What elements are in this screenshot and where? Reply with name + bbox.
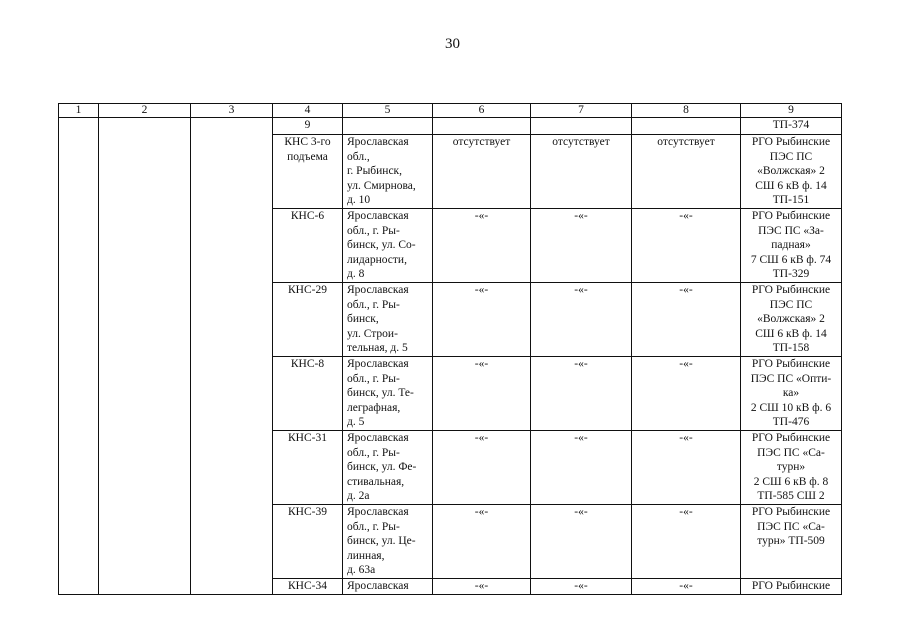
address-line: д. 5 <box>347 416 365 429</box>
power-supply <box>741 505 842 579</box>
address-line: обл., г. Ры- <box>347 298 400 311</box>
empty-cell-col1 <box>59 118 99 595</box>
object-name-line: КНС-34 <box>288 580 327 592</box>
col7-value: отсутствует <box>531 135 632 209</box>
power-supply-line: ТП-329 <box>772 268 810 281</box>
continuation-col4: 9 <box>273 118 343 135</box>
address-line: бинск, <box>347 313 379 326</box>
power-supply-line: ПЭС ПС «Опти- <box>750 372 832 385</box>
continuation-row <box>59 118 842 135</box>
power-supply-line: падная» <box>771 239 811 252</box>
address <box>343 357 433 431</box>
object-name-line: КНС-29 <box>288 284 327 296</box>
power-supply-line: ПЭС ПС <box>769 298 813 311</box>
col7-value: -«- <box>531 505 632 579</box>
power-supply-line: РГО Рыбинские <box>751 506 831 518</box>
header-cell: 9 <box>741 104 842 118</box>
power-supply-line: РГО Рыбинские <box>751 432 831 444</box>
object-name-line: КНС-6 <box>290 210 325 222</box>
header-cell: 5 <box>343 104 433 118</box>
power-supply-line: СШ 6 кВ ф. 14 <box>755 179 827 192</box>
address-line: леграфная, <box>347 401 401 414</box>
col8-value: -«- <box>632 357 741 431</box>
object-name-line: КНС-31 <box>288 432 327 444</box>
address-line: Ярославская <box>347 580 409 592</box>
address <box>343 209 433 283</box>
object-name-line: КНС-39 <box>288 506 327 518</box>
address-line: бинск, ул. Со- <box>347 239 416 252</box>
power-supply <box>741 135 842 209</box>
header-cell: 2 <box>99 104 191 118</box>
power-supply-line: ПЭС ПС «За- <box>758 224 824 237</box>
col8-value: отсутствует <box>632 135 741 209</box>
col8-value: -«- <box>632 431 741 505</box>
power-supply <box>741 579 842 595</box>
col7-value: -«- <box>531 283 632 357</box>
header-cell: 8 <box>632 104 741 118</box>
address <box>343 579 433 595</box>
continuation-col9: ТП-374 <box>741 118 842 135</box>
power-supply-line: РГО Рыбинские <box>751 210 831 222</box>
col8-value: -«- <box>632 283 741 357</box>
continuation-col5 <box>343 118 433 135</box>
header-cell: 1 <box>59 104 99 118</box>
power-supply-line: 7 СШ 6 кВ ф. 74 <box>750 253 832 266</box>
data-table <box>58 103 842 595</box>
power-supply-line: ПЭС ПС «Са- <box>757 446 825 459</box>
power-supply-line: ПЭС ПС <box>769 150 813 163</box>
object-name <box>273 209 343 283</box>
col8-value: -«- <box>632 505 741 579</box>
address-line: бинск, ул. Це- <box>347 535 416 548</box>
address-line: бинск, ул. Фе- <box>347 461 417 474</box>
power-supply-line: турн» ТП-509 <box>757 535 825 548</box>
address <box>343 505 433 579</box>
object-name <box>273 283 343 357</box>
power-supply-line: РГО Рыбинские <box>751 580 831 592</box>
address-line: Ярославская <box>347 136 409 148</box>
continuation-col6 <box>433 118 531 135</box>
address-line: Ярославская <box>347 284 409 296</box>
address <box>343 283 433 357</box>
header-cell: 4 <box>273 104 343 118</box>
col6-value: -«- <box>433 579 531 595</box>
power-supply <box>741 283 842 357</box>
address-line: д. 8 <box>347 268 365 281</box>
address-line: Ярославская <box>347 506 409 518</box>
col7-value: -«- <box>531 209 632 283</box>
power-supply-line: «Волжская» 2 <box>757 313 825 326</box>
address-line: Ярославская <box>347 210 409 222</box>
address-line: Ярославская <box>347 358 409 370</box>
col6-value: -«- <box>433 283 531 357</box>
address-line: Ярославская <box>347 432 409 444</box>
power-supply-line: ПЭС ПС «Са- <box>757 520 825 533</box>
address-line: обл., <box>347 150 370 163</box>
col7-value: -«- <box>531 579 632 595</box>
col6-value: -«- <box>433 505 531 579</box>
address-line: д. 63а <box>347 564 376 577</box>
col7-value: -«- <box>531 357 632 431</box>
col6-value: отсутствует <box>433 135 531 209</box>
power-supply-line: ТП-585 СШ 2 <box>757 490 825 503</box>
address-line: ул. Смирнова, <box>347 179 416 192</box>
col7-value: -«- <box>531 431 632 505</box>
object-name <box>273 431 343 505</box>
col6-value: -«- <box>433 209 531 283</box>
power-supply-line: 2 СШ 10 кВ ф. 6 <box>750 401 832 414</box>
power-supply-line: ТП-476 <box>772 416 810 429</box>
address-line: линная, <box>347 549 385 562</box>
power-supply-line: РГО Рыбинские <box>751 136 831 148</box>
power-supply-line: РГО Рыбинские <box>751 284 831 296</box>
power-supply-line: «Волжская» 2 <box>757 165 825 178</box>
address <box>343 431 433 505</box>
object-name <box>273 505 343 579</box>
empty-cell-col3 <box>191 118 273 595</box>
address-line: обл., г. Ры- <box>347 520 400 533</box>
address-line: стивальная, <box>347 475 405 488</box>
object-name <box>273 357 343 431</box>
power-supply-line: ка» <box>782 387 800 400</box>
address-line: тельная, д. 5 <box>347 342 408 355</box>
col6-value: -«- <box>433 357 531 431</box>
power-supply-line: РГО Рыбинские <box>751 358 831 370</box>
object-name-line: подъема <box>287 150 328 163</box>
object-name <box>273 579 343 595</box>
address-line: бинск, ул. Те- <box>347 387 414 400</box>
object-name-line: КНС-8 <box>290 358 325 370</box>
col8-value: -«- <box>632 579 741 595</box>
power-supply-line: СШ 6 кВ ф. 14 <box>755 327 827 340</box>
address-line: обл., г. Ры- <box>347 224 400 237</box>
address-line: г. Рыбинск, <box>347 165 403 178</box>
header-cell: 7 <box>531 104 632 118</box>
continuation-col8 <box>632 118 741 135</box>
address-line: д. 2а <box>347 490 370 503</box>
power-supply-line: ТП-158 <box>772 342 810 355</box>
page-number: 30 <box>445 36 460 52</box>
power-supply-line: 2 СШ 6 кВ ф. 8 <box>753 475 829 488</box>
empty-cell-col2 <box>99 118 191 595</box>
continuation-col7 <box>531 118 632 135</box>
header-cell: 3 <box>191 104 273 118</box>
power-supply-line: ТП-151 <box>772 194 810 207</box>
address-line: обл., г. Ры- <box>347 372 400 385</box>
address-line: д. 10 <box>347 194 371 207</box>
power-supply <box>741 357 842 431</box>
power-supply-line: турн» <box>776 461 806 474</box>
power-supply <box>741 431 842 505</box>
address <box>343 135 433 209</box>
col6-value: -«- <box>433 431 531 505</box>
header-cell: 6 <box>433 104 531 118</box>
col8-value: -«- <box>632 209 741 283</box>
address-line: обл., г. Ры- <box>347 446 400 459</box>
power-supply <box>741 209 842 283</box>
address-line: лидарности, <box>347 253 407 266</box>
object-name <box>273 135 343 209</box>
address-line: ул. Строи- <box>347 327 398 340</box>
header-row <box>59 104 842 118</box>
object-name-line: КНС 3-го <box>284 136 331 148</box>
